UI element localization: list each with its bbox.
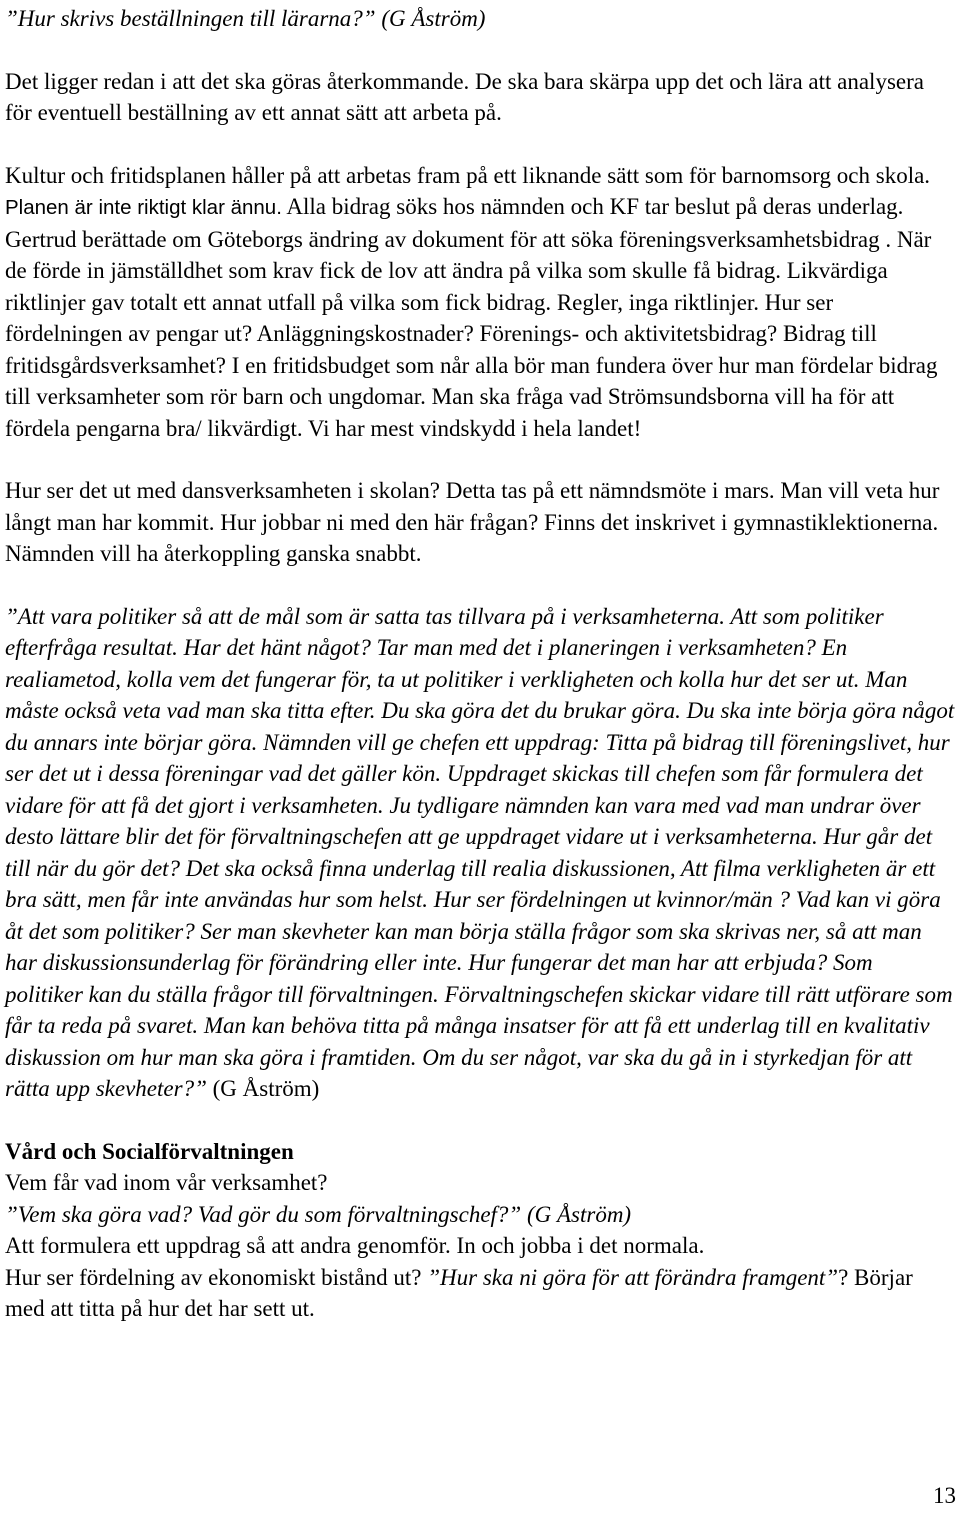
spacer [5, 444, 955, 475]
spacer [5, 129, 955, 160]
spacer [5, 570, 955, 601]
paragraph-recurring-order: Det ligger redan i att det ska göras återkommande. De ska bara skärpa upp det och lära att analysera för eventuell beställning av ett annat sätt att arbeta på. [5, 68, 924, 125]
distribution-question: Hur ser fördelning av ekonomiskt bistånd ut? [5, 1264, 428, 1290]
culture-plan-sentence: Kultur och fritidsplanen håller på att arbetas fram på ett liknande sätt som för barnomsorg och skola. [5, 162, 931, 188]
distribution-quote: ”Hur ska ni göra för att förändra framgent” [427, 1264, 839, 1290]
paragraph-culture-plan [5, 160, 955, 445]
line-distribution [5, 1262, 955, 1325]
line-who-gets-what: Vem får vad inom vår verksamhet? [5, 1170, 328, 1195]
page-number: 13 [933, 1483, 956, 1508]
politician-quote: ”Att vara politiker så att de mål som är satta tas tillvara på i verksamheterna. Att som politiker efterfråga resultat. Har det hänt något? Tar man med det i planeringen i verksamheten? En realiametod, kolla vem det fungerar för, ta ut politiker i verkligheten och kolla hur det ser ut. Man måste också veta vad man ska titta efter. Du ska göra det du brukar göra. Du ska inte börja göra något du annars inte börjar göra. Nämnden vill ge chefen ett uppdrag: Titta på bidrag till föreningslivet, hur ser det ut i dessa föreningar vad det gäller kön. Uppdraget skickas till chefen som får formulera det vidare för att få det gjort i verksamheten. Ju tydligare nämnden kan vara med vad man undrar över desto lättare blir det för förvaltningschefen att ge uppdraget vidare ut i verksamheterna. Hur går det till när du gör det? Det ska också finna underlag till realia diskussionen, Att filma verkligheten är ett bra sätt, men får inte användas hur som helst. Hur ser fördelningen ut kvinnor/män ? Vad kan vi göra åt det som politiker? Ser man skevheter kan man börja ställa frågor som ska skrivas ner, så att man har diskussionsunderlag för förändring eller inte. Hur fungerar det man har att erbjuda? Som politiker kan du ställa frågor till förvaltningen. Förvaltningschefen skickar vidare till rätt utförare som får ta reda på svaret. Man kan behöva titta på många insatser för att få ett underlag till en kvalitativ diskussion om hur man ska göra i framtiden. Om du ser något, var ska du gå in i styrkedjan för att rätta upp skevheter?” [5, 603, 955, 1101]
heading-quote: ”Hur skrivs beställningen till lärarna?” (G Åström) [5, 6, 486, 31]
spacer [5, 35, 955, 66]
line-formulate-assignment: Att formulera ett uppdrag så att andra genomför. In och jobba i det normala. [5, 1233, 705, 1258]
document-page [5, 3, 955, 1325]
line-who-does-what-quote: ”Vem ska göra vad? Vad gör du som förvaltningschef?” (G Åström) [5, 1201, 632, 1227]
grants-sentences: Alla bidrag söks hos nämnden och KF tar beslut på deras underlag. Gertrud berättade om Göteborgs ändring av dokument för att söka föreningsverksamhetsbidrag . När de förde in jämställdhet som krav fick de lov att ändra på vilka som skulle få bidrag. Likvärdiga riktlinjer gav totalt ett annat utfall på vilka som fick bidrag. Regler, inga riktlinjer. Hur ser fördelningen av pengar ut? Anläggningskostnader? Förenings- och aktivitetsbidrag? Bidrag till fritidsgårdsverksamhet? I en fritidsbudget som når alla bör man fundera över hur man fördelar bidrag till verksamheter som rör barn och ungdomar. Man ska fråga vad Strömsundsborna vill ha för att fördela pengarna bra/ likvärdigt. Vi har mest vindskydd i hela landet! [5, 194, 938, 441]
distribution-end: ? Börjar med att titta på hur det har sett ut. [5, 1264, 913, 1321]
paragraph-dance: Hur ser det ut med dansverksamheten i skolan? Detta tas på ett nämndsmöte i mars. Man vill veta hur långt man har kommit. Hur jobbar ni med den här frågan? Finns det inskrivet i gymnastiklektionerna. Nämnden vill ha återkoppling ganska snabbt. [5, 478, 940, 566]
quote-attribution: (G Åström) [206, 1076, 320, 1101]
spacer [5, 1105, 955, 1136]
section-heading: Vård och Socialförvaltningen [5, 1138, 294, 1164]
plan-not-ready-sentence: Planen är inte riktigt klar ännu. [5, 196, 282, 219]
paragraph-politician-quote [5, 601, 955, 1105]
